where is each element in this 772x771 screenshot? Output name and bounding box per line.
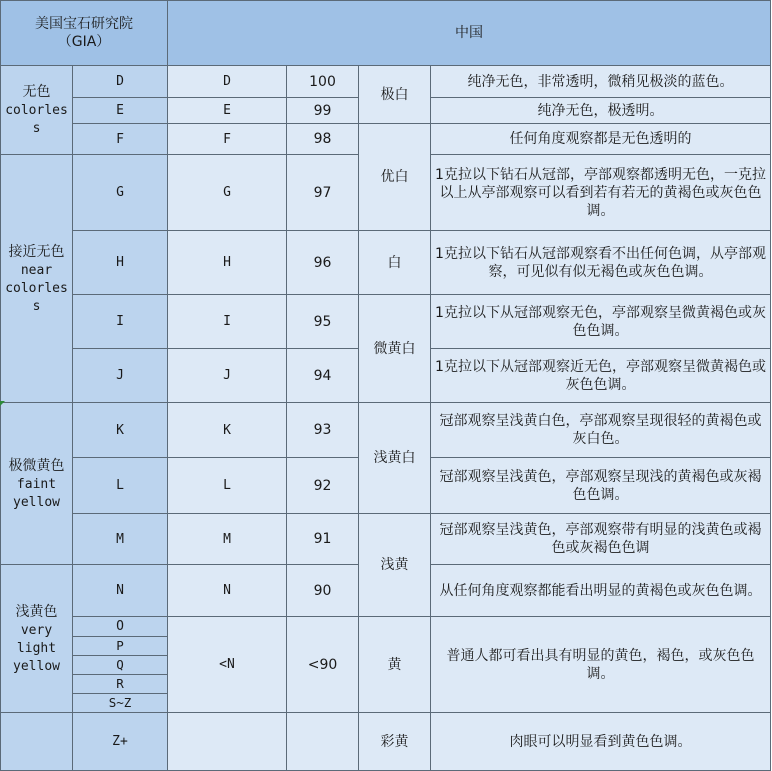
cn-grade: N [168, 565, 287, 617]
cn-number: 94 [287, 349, 359, 403]
grade-description: 纯净无色，极透明。 [431, 98, 771, 124]
grade-description: 冠部观察呈浅黄色，亭部观察带有明显的浅黄色或褐色或灰褐色色调 [431, 514, 771, 565]
grade-description: 1克拉以下钻石从冠部观察看不出任何色调，从亭部观察，可见似有似无褐色或灰色色调。 [431, 231, 771, 295]
gia-grade-s-z: S~Z [73, 693, 167, 712]
grade-name: 优白 [359, 124, 431, 231]
grade-name: 微黄白 [359, 295, 431, 403]
grade-description: 1克拉以下从冠部观察无色，亭部观察呈微黄褐色或灰色色调。 [431, 295, 771, 349]
grade-description: 1克拉以下钻石从冠部，亭部观察都透明无色，一克拉以上从亭部观察可以看到若有若无的黄褐色或灰色色调。 [431, 155, 771, 231]
group-empty [1, 713, 73, 771]
cn-number: 92 [287, 458, 359, 514]
cn-grade: J [168, 349, 287, 403]
cell-comment-marker [0, 401, 5, 406]
gia-grade: I [73, 295, 168, 349]
gia-grade-q: Q [73, 655, 167, 674]
gia-grade: E [73, 98, 168, 124]
cn-number: 93 [287, 403, 359, 458]
group-colorless-en1: colorles [5, 103, 68, 118]
group-near-colorless-en2: colorles [5, 280, 68, 296]
header-gia [1, 1, 168, 66]
cn-grade: <N [168, 617, 287, 713]
group-faint-yellow-cn: 极微黄色 [8, 457, 65, 474]
cn-number: 90 [287, 565, 359, 617]
cn-number: <90 [287, 617, 359, 713]
gia-grade: G [73, 155, 168, 231]
group-near-colorless [1, 155, 73, 403]
group-colorless [1, 66, 73, 155]
group-faint-yellow-en1: faint [16, 476, 57, 492]
gia-low-grades [73, 617, 168, 713]
gia-grade: N [73, 565, 168, 617]
grade-description: 从任何角度观察都能看出明显的黄褐色或灰色色调。 [431, 565, 771, 617]
grade-name: 彩黄 [359, 713, 431, 771]
cn-grade: H [168, 231, 287, 295]
cn-number: 100 [287, 66, 359, 98]
grade-description: 冠部观察呈浅黄白色，亭部观察呈现很轻的黄褐色或灰白色。 [431, 403, 771, 458]
grade-name: 浅黄 [359, 514, 431, 617]
cn-number: 99 [287, 98, 359, 124]
cn-grade: G [168, 155, 287, 231]
group-very-light-yellow-en2: light [16, 640, 57, 656]
header-gia-line2: （GIA） [57, 34, 111, 50]
gia-grade: K [73, 403, 168, 458]
cn-number: 97 [287, 155, 359, 231]
header-gia-line1: 美国宝石研究院 [35, 16, 133, 32]
gia-grade: D [73, 66, 168, 98]
group-faint-yellow-en2: yellow [13, 494, 60, 510]
grade-description: 普通人都可看出具有明显的黄色，褐色，或灰色色调。 [431, 617, 771, 713]
cn-grade: K [168, 403, 287, 458]
cn-grade: F [168, 124, 287, 155]
grade-name: 极白 [359, 66, 431, 124]
group-faint-yellow [1, 403, 73, 565]
gia-grade: Z+ [73, 713, 168, 771]
grade-name: 白 [359, 231, 431, 295]
group-colorless-en2: s [32, 121, 41, 136]
cn-grade-empty [168, 713, 287, 771]
cn-number: 98 [287, 124, 359, 155]
gia-grade-o: O [116, 619, 124, 634]
group-very-light-yellow-cn: 浅黄色 [15, 603, 58, 620]
cn-grade: L [168, 458, 287, 514]
cn-grade: E [168, 98, 287, 124]
cn-grade: M [168, 514, 287, 565]
group-near-colorless-cn: 接近无色 [8, 243, 65, 260]
group-very-light-yellow-en3: yellow [13, 658, 60, 674]
gia-grade-r: R [73, 674, 167, 693]
gia-grade: M [73, 514, 168, 565]
grade-name: 浅黄白 [359, 403, 431, 514]
grade-description: 纯净无色，非常透明，微稍见极淡的蓝色。 [431, 66, 771, 98]
group-near-colorless-en1: near [20, 262, 53, 278]
group-very-light-yellow [1, 565, 73, 713]
cn-grade: I [168, 295, 287, 349]
gia-grade: L [73, 458, 168, 514]
group-near-colorless-en3: s [32, 298, 41, 314]
gia-grade: J [73, 349, 168, 403]
cn-number: 95 [287, 295, 359, 349]
grade-description: 任何角度观察都是无色透明的 [431, 124, 771, 155]
group-colorless-cn: 无色 [22, 84, 51, 100]
group-very-light-yellow-en1: very [20, 622, 53, 638]
cn-grade: D [168, 66, 287, 98]
grade-description: 冠部观察呈浅黄色，亭部观察呈现浅的黄褐色或灰褐色色调。 [431, 458, 771, 514]
cn-number: 91 [287, 514, 359, 565]
cn-number-empty [287, 713, 359, 771]
cn-number: 96 [287, 231, 359, 295]
header-china: 中国 [168, 1, 771, 66]
gia-grade: H [73, 231, 168, 295]
grade-name: 黄 [359, 617, 431, 713]
gia-grade-p: P [73, 636, 167, 655]
grade-description: 1克拉以下从冠部观察近无色，亭部观察呈微黄褐色或灰色色调。 [431, 349, 771, 403]
grade-description: 肉眼可以明显看到黄色色调。 [431, 713, 771, 771]
gia-grade: F [73, 124, 168, 155]
